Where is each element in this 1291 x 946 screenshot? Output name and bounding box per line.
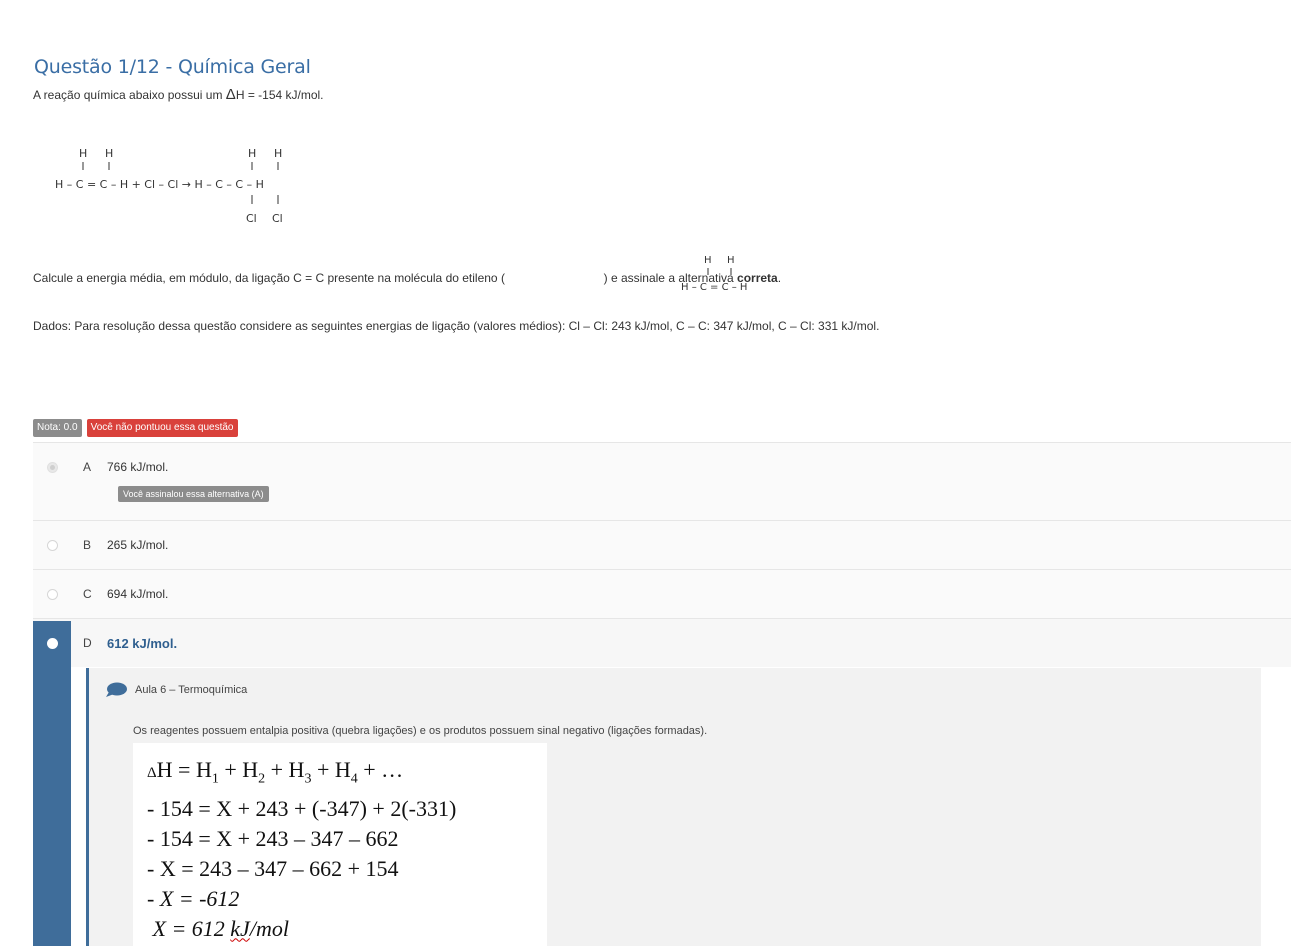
calc-post: ) e assinale a alternativa bbox=[600, 271, 738, 285]
question-intro bbox=[33, 86, 324, 103]
option-text: 766 kJ/mol. bbox=[107, 460, 169, 474]
question-title: Questão 1/12 - Química Geral bbox=[34, 56, 311, 78]
formula bbox=[147, 755, 456, 944]
svg-text:Cl: Cl bbox=[246, 212, 257, 225]
svg-text:H: H bbox=[105, 147, 114, 160]
score-badges bbox=[33, 419, 238, 437]
option-text: 694 kJ/mol. bbox=[107, 587, 169, 601]
calc-bold: correta bbox=[737, 271, 778, 285]
svg-text:H: H bbox=[274, 147, 283, 160]
radio-d[interactable] bbox=[47, 638, 58, 649]
svg-text:H: H bbox=[727, 255, 735, 266]
data-statement: Dados: Para resolução dessa questão considere as seguintes energias de ligação (valores médios): Cl – Cl: 243 kJ/mol, C – C: 347 kJ/mol, C – Cl: 331 kJ/mol. bbox=[33, 319, 880, 333]
answer-options bbox=[33, 442, 1291, 667]
score-badge: Nota: 0.0 bbox=[33, 419, 82, 437]
option-letter: C bbox=[83, 587, 92, 601]
formula-line: - X = 243 – 347 – 662 + 154 bbox=[147, 856, 399, 882]
formula-image bbox=[133, 743, 547, 946]
formula-line: - 154 = X + 243 – 347 – 662 bbox=[147, 826, 399, 852]
svg-text:Cl: Cl bbox=[272, 212, 283, 225]
formula-line: - X = -612 bbox=[147, 886, 240, 912]
svg-text:H – C = C – H: H – C = C – H bbox=[681, 282, 748, 293]
radio-c[interactable] bbox=[47, 589, 58, 600]
option-letter: A bbox=[83, 460, 92, 474]
formula-line: - 154 = X + 243 + (-347) + 2(-331) bbox=[147, 796, 457, 822]
option-text: 612 kJ/mol. bbox=[107, 636, 178, 651]
radio-b[interactable] bbox=[47, 540, 58, 551]
option-letter: D bbox=[83, 636, 92, 650]
chosen-tag: Você assinalou essa alternativa (A) bbox=[118, 486, 269, 502]
option-letter: B bbox=[83, 538, 92, 552]
feedback-panel bbox=[86, 668, 1261, 946]
unit-kj: kJ bbox=[230, 916, 250, 942]
delta-symbol: Δ bbox=[225, 86, 236, 103]
option-d[interactable] bbox=[33, 618, 1291, 667]
radio-column bbox=[33, 619, 71, 649]
svg-text:H: H bbox=[79, 147, 88, 160]
radio-column bbox=[33, 443, 71, 473]
intro-pre: A reação química abaixo possui um bbox=[33, 88, 226, 102]
calc-pre: Calcule a energia média, em módulo, da ligação C = C presente na molécula do etileno ( bbox=[33, 271, 509, 285]
calc-statement bbox=[33, 271, 781, 285]
correct-answer-bar bbox=[33, 621, 71, 946]
feedback-text: Os reagentes possuem entalpia positiva (quebra ligações) e os produtos possuem sinal negativo (ligações formadas). bbox=[133, 725, 708, 737]
radio-a[interactable] bbox=[47, 462, 58, 473]
option-b[interactable] bbox=[33, 520, 1291, 569]
radio-column bbox=[33, 521, 71, 551]
svg-text:H: H bbox=[248, 147, 257, 160]
svg-text:H: H bbox=[704, 255, 712, 266]
option-c[interactable] bbox=[33, 569, 1291, 618]
formula-line: X = 612 kJ/mol bbox=[147, 916, 289, 942]
ethylene-diagram bbox=[676, 253, 786, 295]
status-badge: Você não pontuou essa questão bbox=[87, 419, 238, 437]
option-text: 265 kJ/mol. bbox=[107, 538, 169, 552]
calc-end: . bbox=[777, 271, 782, 285]
feedback-header bbox=[105, 682, 247, 698]
svg-text:H – C = C – H + Cl – Cl → H –: H – C = C – H + Cl – Cl → H – C – C – H bbox=[55, 178, 264, 191]
option-a[interactable] bbox=[33, 442, 1291, 520]
speech-bubble-icon bbox=[105, 682, 127, 698]
intro-post: H = -154 kJ/mol. bbox=[235, 88, 324, 102]
delta: Δ bbox=[147, 765, 157, 781]
reaction-diagram bbox=[52, 144, 322, 229]
radio-column bbox=[33, 570, 71, 600]
feedback-label: Aula 6 – Termoquímica bbox=[135, 684, 248, 696]
formula-line: $\Delta H = H_1 + H_2 + H_3 + H_4$ + … bbox=[147, 757, 404, 787]
